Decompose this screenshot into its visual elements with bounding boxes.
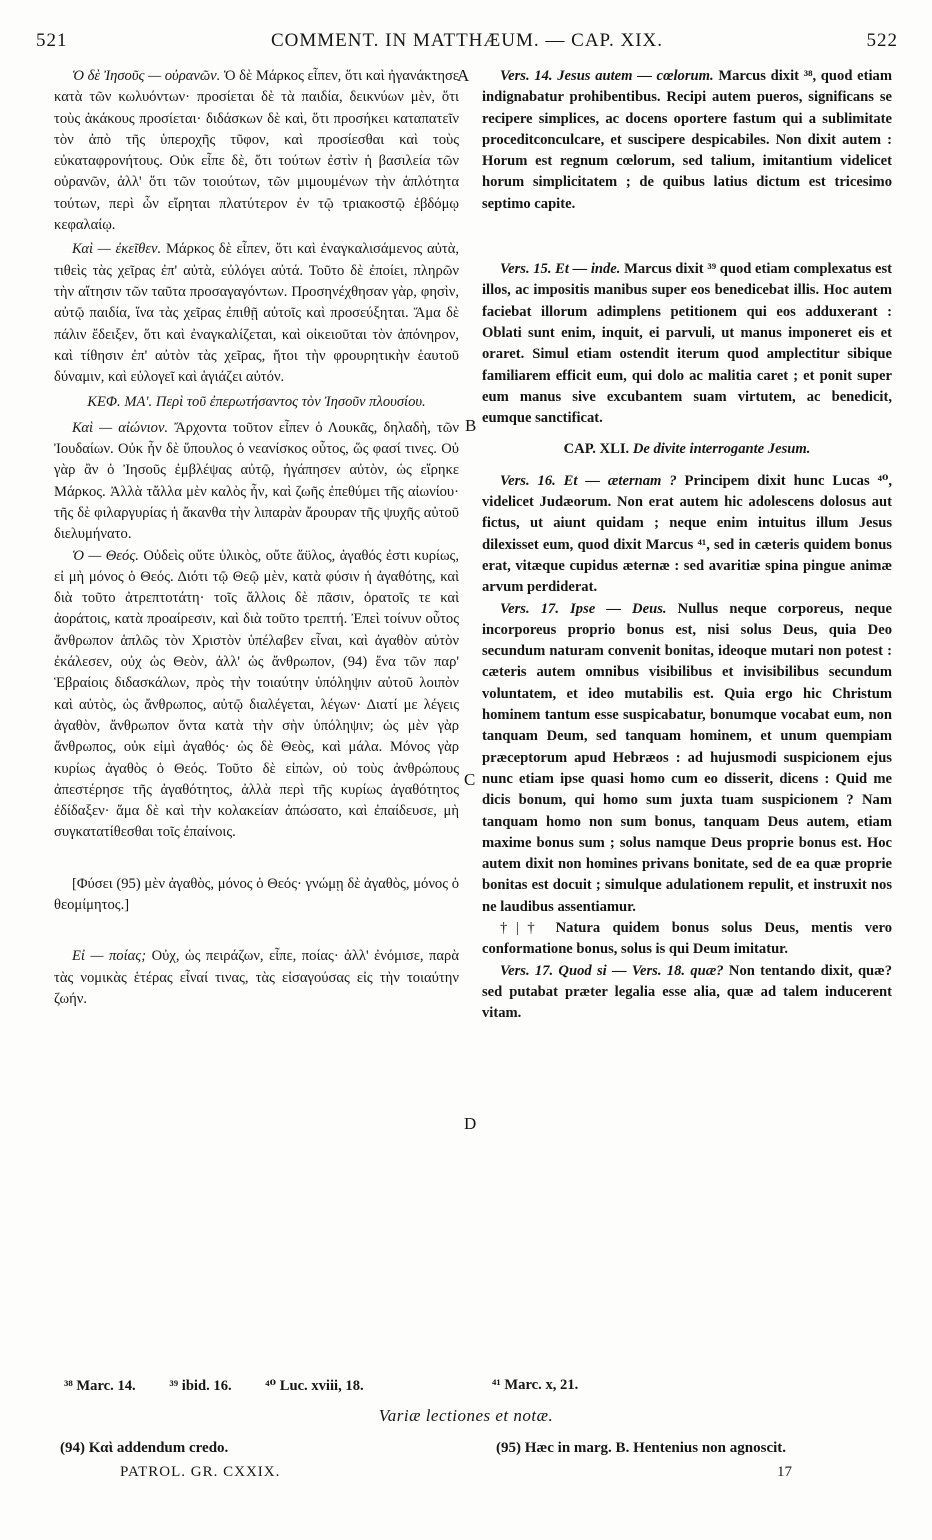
latin-paragraph-2 <box>482 259 892 429</box>
patrologia-signature: PATROL. GR. CXXIX. <box>120 1464 281 1480</box>
latin-text-6: Non tentando dixit, quæ? sed putabat præter legalia esse alia, quæ ad talem inducerent vitam. <box>482 962 893 1022</box>
latin-paragraph-1 <box>482 66 892 215</box>
latin-lemma-6: Vers. 17. Quod si — Vers. 18. quæ? <box>500 962 724 979</box>
running-title: COMMENT. IN MATTHÆUM. — CAP. XIX. <box>270 30 664 51</box>
latin-text-3: Principem dixit hunc Lucas ⁴⁰, videlicet Judæorum. Non erat autem hic adolescens dolosus aut fictus, ut aiunt quidam ; neque enim intuitus illum Jesus dilexisset eum, quod dixit Marcus ⁴¹, sed in cæteris quidem bonus erat, vitæque cupidus æternæ : sed avaritiæ spina pingue animæ arvum perdiderat. <box>482 472 892 596</box>
latin-chapter-heading <box>482 439 892 460</box>
latin-lemma-3: Vers. 16. Et — æternam ? <box>500 472 677 489</box>
latin-column <box>482 66 892 1024</box>
greek-lemma-4: Ὁ — Θεός. <box>72 547 139 564</box>
latin-text-1: Marcus dixit ³⁸, quod etiam indignabatur prohibentibus. Recipi autem pueros, significans se recipere simplices, ac docens oportere fastum qui a sublimitate proceditconculcare, et suscipere despicabiles. Non dixit autem : Horum est regnum cœlorum, sed talium, imitantium videlicet horum simplicitatem ; de quibus latius dictum est tricesimo septimo capite. <box>482 68 892 212</box>
greek-text-3: Ἄρχοντα τοῦτον εἶπεν ὁ Λουκᾶς, δηλαδὴ, τῶν Ἰουδαίων. Οὐκ ἦν δὲ ὕπουλος ὁ νεανίσκος οὗτος, ὥς φασί τινες. Οὐ γὰρ ἂν ὁ Ἰησοῦς ἐμβλέψας αὐτῷ, ἠγάπησεν αὐτὸν, ὡς εἴρηκε Μάρκος. Ἀλλὰ τἄλλα μὲν καλὸς ἦν, καὶ ζωῆς ἐπεθύμει τῆς αἰωνίου· τῆς δὲ φιλαργυρίας ἡ ἄκανθα τὴν λιπαρὰν ἄρουραν τῆς ψυχῆς αὐτοῦ διελυμήνατο. <box>54 419 459 543</box>
greek-paragraph-6 <box>54 946 459 1010</box>
reference-notes-right <box>492 1377 608 1394</box>
latin-paragraph-3 <box>482 471 892 599</box>
margin-letter-c: C <box>464 770 476 789</box>
page-header <box>36 30 898 58</box>
margin-letter-d: D <box>464 1114 477 1133</box>
latin-lemma-4: Vers. 17. Ipse — Deus. <box>500 600 667 617</box>
footnote-94: (94) Καὶ addendum credo. <box>60 1440 229 1456</box>
reference-notes-left <box>64 1377 394 1395</box>
latin-paragraph-6 <box>482 961 892 1025</box>
reference-note-38: ³⁸ Marc. 14. <box>64 1378 136 1394</box>
greek-lemma-6: Εἰ — ποίας; <box>72 948 147 965</box>
greek-text-4: Οὐδεὶς οὔτε ὑλικὸς, οὔτε ἄϋλος, ἀγαθός ἐστι κυρίως, εἰ μὴ μόνος ὁ Θεός. Διότι τῷ Θεῷ μὲν, κατὰ φύσιν ἡ ἀγαθότης, καὶ διὰ τοῦτο ἀτρεπτοτάτη· τοῖς ἄλλοις δὲ πᾶσιν, ὁρατοῖς τε καὶ ἀοράτοις, κατὰ προαίρεσιν, καὶ διὰ τοῦτο τρεπτή. Ἐπεὶ τοίνυν οὗτος ἄνθρωπον ἁπλῶς τὸν Χριστὸν ὑπέλαβεν εἶναι, καὶ ἀγαθὸν αὐτὸν ἐκάλεσεν, οὐχ ὡς Θεὸν, ἀλλ' ὡς ἄνθρωπον, (94) ἕνα τῶν παρ' Ἑβραίοις διδασκάλων, πρὸς τὴν τοιαύτην ὑπόληψιν αὐτοῦ λοιπὸν καὶ αὐτὸς, ὡς ἄνθρωπος, αὐτῷ διαλέγεται, λέγων· Διατί με λέγεις ἀγαθὸν, ἄνθρωπον ὄντα κατὰ τὴν σὴν ὑπόληψιν; ὡς μὲν γὰρ ἄνθρωπος, οὐκ εἰμὶ ἀγαθός· ὡς δὲ Θεὸς, καὶ μάλα. Μόνος γὰρ κυρίως ἀγαθὸς ὁ Θεός. Τοῦτο δὲ εἰπὼν, οὐ τοὺς ἀνθρώπους ἀπεστέρησε τῆς ἀγαθότητος, ἀλλὰ περὶ τῆς κυρίως ἀγαθότητος ἐδίδαξεν· ἅμα δὲ καὶ τὴν κολακείαν ἀπώσατο, καὶ ἐπαίδευσε, μὴ συγκατατίθεσθαι τοῖς ἐπαίνοις. <box>54 547 459 841</box>
greek-chapter-heading: ΚΕΦ. ΜΑ'. Περὶ τοῦ ἐπερωτήσαντος τὸν Ἰησοῦν πλουσίου. <box>87 394 426 411</box>
greek-paragraph-5 <box>54 874 459 917</box>
greek-text-6: Οὐχ, ὡς πειράζων, εἶπε, ποίας· ἀλλ' ἐνόμισε, παρὰ τὰς νομικὰς ἑτέρας εἶναί τινας, τὰς εἰσαγούσας εἰς τὴν τοιαύτην ζωήν. <box>54 948 459 1007</box>
latin-text-5: Natura quidem bonus solus Deus, mentis vero conformatione bonus, solus is qui Deum imitatur. <box>482 919 893 958</box>
dagger-mark-icon: †|† <box>500 919 544 936</box>
greek-paragraph-2 <box>54 239 459 388</box>
latin-text-4: Nullus neque corporeus, neque incorporeus proprio bonus est, nisi solus Deus, quia Deo secundum naturam convenit bonitas, ideoque mutari non potest : cæteris autem omnibus visibilibus et invisibilibus secundum voluntatem, et ideo mutabilis est. Quia ergo hic Christum hominem tantum esse suspicabatur, bonumque vocabat eum, non tanquam Deum, sed tanquam hominem, et unum quempiam præceptorum apud Hebræos : ad hujusmodi suspicionem ejus nunc etiam ipse quasi homo cum eo disserit, dicens : Quid me dicis bonum, qui homo sum juxta tuam suspicionem ? Nam tanquam homo non sum bonus, tanquam Deus autem, etiam maxime bonus sum ; solus namque Deus proprie bonus est. Hoc autem dixit non homines privans bonitate, sed de ea quæ proprie bonitas est docuit ; simulque adulationem repulit, et instruxit nos ne laudibus assentiamur. <box>482 600 892 915</box>
greek-paragraph-3 <box>54 418 459 546</box>
greek-lemma-1: Ὁ δὲ Ἰησοῦς — οὐρανῶν. <box>72 68 221 84</box>
latin-chapter-title: De divite interrogante Jesum. <box>632 441 811 458</box>
margin-letter-b: B <box>465 416 477 435</box>
reference-note-40: ⁴⁰ Luc. xviii, 18. <box>265 1378 364 1394</box>
greek-lemma-3: Καὶ — αἰώνιον. <box>72 419 169 436</box>
reference-note-39: ³⁹ ibid. 16. <box>169 1378 232 1394</box>
latin-paragraph-4 <box>482 599 892 918</box>
margin-letter-a: A <box>457 66 470 85</box>
greek-lemma-2: Καὶ — ἐκεῖθεν. <box>72 241 162 258</box>
greek-paragraph-4 <box>54 546 459 844</box>
latin-lemma-1: Vers. 14. Jesus autem — cœlorum. <box>500 68 714 84</box>
greek-text-5: [Φύσει (95) μὲν ἀγαθὸς, μόνος ὁ Θεός· γνώμῃ δὲ ἀγαθὸς, μόνος ὁ θεομίμητος.] <box>54 875 459 913</box>
page-number-right: 522 <box>866 30 898 51</box>
latin-text-2: Marcus dixit ³⁹ quod etiam complexatus est illos, ac impositis manibus super eos benedicebat illis. Hoc autem faciebat illorum adimplens petitionem qui eos adduxerant : Oblati sunt enim, inquit, ei parvuli, ut manus imponeret eis et oraret. Simul etiam ostendit iterum quod amplectitur sibique familiarem efficit eum, qui dolo ac malitia caret ; et ponit super eum manus sive excubantem suam virtutem, ac benedicit, eumque sanctificat. <box>482 261 892 427</box>
latin-lemma-2: Vers. 15. Et — inde. <box>500 261 621 278</box>
greek-text-1: Ὁ δὲ Μάρκος εἶπεν, ὅτι καὶ ἠγανάκτησε κατὰ τῶν κωλυόντων· προσίεται δὲ τὰ παιδία, δεικνύων μὲν, ὅτι τοὺς ἀκάκους προσίεται· διδάσκων δὲ καὶ, ὅτι προσήκει καταπατεῖν τὸν ἀπὸ τῆς ὑπεροχῆς τῦφον, καὶ προσίεσθαι καὶ τοὺς εὐκαταφρονήτους. Οὐκ εἶπε δὲ, ὅτι τούτων ἐστὶν ἡ βασιλεία τῶν οὐρανῶν, ἀλλ' ὅτι τῶν τοιούτων, τῶν μιμουμένων τὴν ἁπλότητα τούτων, περὶ ὧν εἴρηται πλατύτερον ἐν τῷ τριακοστῷ ἑβδόμῳ κεφαλαίῳ. <box>54 68 459 234</box>
page-number-left: 521 <box>36 30 68 51</box>
reference-note-41: ⁴¹ Marc. x, 21. <box>492 1377 579 1393</box>
greek-paragraph-1 <box>54 66 459 236</box>
gathering-signature: 17 <box>777 1464 792 1480</box>
footnote-95: (95) Hæc in marg. B. Hentenius non agnoscit. <box>496 1440 787 1456</box>
latin-chapter-number: CAP. XLI. <box>563 441 630 458</box>
latin-paragraph-5 <box>482 918 892 961</box>
variae-lectiones-heading: Variæ lectiones et notæ. <box>378 1406 554 1425</box>
greek-column <box>54 66 459 1010</box>
greek-text-2: Μάρκος δὲ εἶπεν, ὅτι καὶ ἐναγκαλισάμενος αὐτὰ, τιθεὶς τὰς χεῖρας ἐπ' αὐτὰ, εὐλόγει αὐτά. Τοῦτο δὲ ἐποίει, πληρῶν τὴν αἴτησιν τῶν ταῦτα προσαγαγόντων. Προσηνέχθησαν γὰρ, φησὶν, αὐτῷ παιδία, ἵνα τὰς χεῖρας ἐπιθῇ αὐτοῖς καὶ προσεύξηται. Ἅμα δὲ πάλιν ἔδειξεν, ὅτι καὶ ἐναγκαλίζεται, καὶ οἰκειοῦται τὸν ἀπόνηρον, καὶ τίθησιν ἐπ' αὐτὸν τὰς χεῖρας, ἤτοι τὴν φρουρητικὴν ἑαυτοῦ δύναμιν, καὶ εὐλογεῖ καὶ ἁγιάζει αὐτόν. <box>54 241 459 386</box>
